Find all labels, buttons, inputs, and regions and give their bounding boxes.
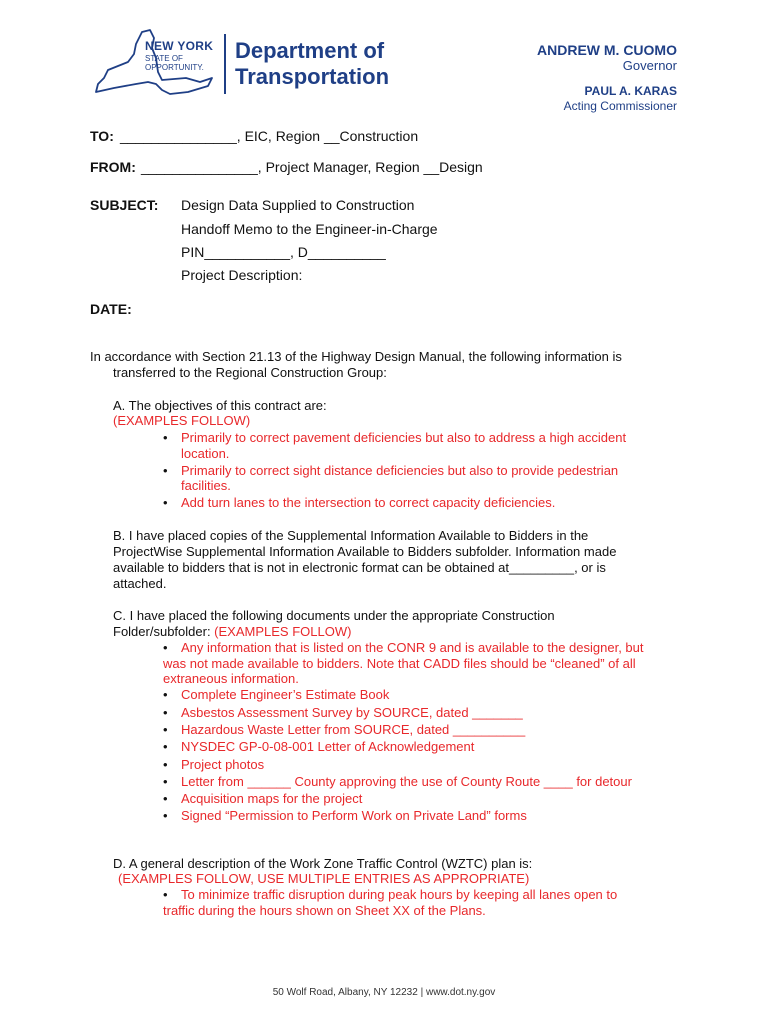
section-a-bullet-text: Add turn lanes to the intersection to correct capacity deficiencies.	[181, 495, 556, 510]
bullet-dot-icon: •	[163, 687, 168, 702]
subject-line: Handoff Memo to the Engineer-in-Charge	[181, 221, 438, 237]
section-c-folder-text: Folder/subfolder:	[113, 624, 215, 639]
bullet-dot-icon: •	[163, 495, 168, 510]
bullet-dot-icon: •	[163, 887, 168, 902]
bullet-dot-icon: •	[163, 640, 168, 655]
section-a-bullet-text: Primarily to correct pavement deficiencies but also to address a high accident	[181, 430, 627, 445]
bullet-dot-icon: •	[163, 774, 168, 789]
subject-line: Design Data Supplied to Construction	[181, 197, 415, 213]
bullet-dot-icon: •	[163, 739, 168, 754]
from-label: FROM:	[90, 159, 136, 175]
logo-divider	[224, 34, 226, 94]
section-d-bullet-text: To minimize traffic disruption during peak hours by keeping all lanes open to	[181, 887, 618, 902]
intro-line: In accordance with Section 21.13 of the Highway Design Manual, the following information is	[90, 349, 622, 364]
section-c-heading-cont	[113, 624, 351, 640]
footer-separator: |	[420, 987, 424, 998]
section-c-bullet-text: Asbestos Assessment Survey by SOURCE, dated _______	[181, 705, 523, 720]
section-d-examples: (EXAMPLES FOLLOW, USE MULTIPLE ENTRIES AS APPROPRIATE)	[118, 871, 530, 886]
bullet-dot-icon: •	[163, 791, 168, 806]
footer-url[interactable]: www.dot.ny.gov	[425, 987, 496, 998]
footer	[0, 987, 768, 999]
bullet-dot-icon: •	[163, 430, 168, 445]
section-c-heading: C. I have placed the following documents under the appropriate Construction	[113, 608, 555, 623]
section-c-bullet-text: Letter from ______ County approving the use of County Route ____ for detour	[181, 774, 632, 789]
logo-line3: OPPORTUNITY.	[145, 63, 204, 72]
from-value: _______________, Project Manager, Region __Design	[141, 159, 483, 175]
section-b-line: ProjectWise Supplemental Information Available to Bidders subfolder. Information made	[113, 544, 617, 559]
section-a-examples: (EXAMPLES FOLLOW)	[113, 413, 251, 428]
bullet-dot-icon: •	[163, 722, 168, 737]
letterhead	[0, 0, 768, 120]
section-a-heading: A. The objectives of this contract are:	[113, 398, 327, 413]
to-label: TO:	[90, 128, 114, 144]
section-c-bullet-text: Signed “Permission to Perform Work on Private Land” forms	[181, 808, 527, 823]
bullet-dot-icon: •	[163, 705, 168, 720]
section-c-examples: (EXAMPLES FOLLOW)	[214, 624, 352, 639]
department-name-line1: Department of	[235, 38, 385, 63]
date-label: DATE:	[90, 301, 132, 317]
section-c-bullet-text: Complete Engineer’s Estimate Book	[181, 687, 390, 702]
section-b-line: attached.	[113, 576, 167, 591]
department-name-line2: Transportation	[235, 64, 390, 89]
bullet-dot-icon: •	[163, 757, 168, 772]
section-c-bullet-text: Acquisition maps for the project	[181, 791, 363, 806]
governor-title: Governor	[622, 58, 677, 73]
commissioner-name: PAUL A. KARAS	[584, 84, 677, 98]
section-c-bullet-text: NYSDEC GP-0-08-001 Letter of Acknowledgement	[181, 739, 475, 754]
section-c-bullet-text: was not made available to bidders. Note that CADD files should be “cleaned” of all	[163, 656, 636, 671]
footer-address: 50 Wolf Road, Albany, NY 12232	[272, 987, 418, 998]
section-b-line: B. I have placed copies of the Supplemental Information Available to Bidders in the	[113, 528, 589, 543]
section-b-line: available to bidders that is not in electronic format can be obtained at_________, or is	[113, 560, 606, 575]
logo-line2: STATE OF	[145, 54, 183, 63]
logo-line1: NEW YORK	[145, 39, 214, 53]
intro-line: transferred to the Regional Construction Group:	[113, 365, 387, 380]
subject-label: SUBJECT:	[90, 197, 159, 213]
section-c-bullet-text: Project photos	[181, 757, 265, 772]
governor-name: ANDREW M. CUOMO	[537, 42, 677, 58]
commissioner-title: Acting Commissioner	[563, 99, 677, 113]
section-d-bullet-text: traffic during the hours shown on Sheet XX of the Plans.	[163, 903, 486, 918]
section-a-bullet-text: Primarily to correct sight distance deficiencies but also to provide pedestrian	[181, 463, 619, 478]
section-a-bullet-text: location.	[181, 446, 230, 461]
bullet-dot-icon: •	[163, 808, 168, 823]
section-c-bullet-text: Any information that is listed on the CONR 9 and is available to the designer, but	[181, 640, 644, 655]
section-d-heading: D. A general description of the Work Zone Traffic Control (WZTC) plan is:	[113, 856, 533, 871]
section-c-bullet-text: extraneous information.	[163, 671, 299, 686]
section-c-bullet-text: Hazardous Waste Letter from SOURCE, dated __________	[181, 722, 526, 737]
bullet-dot-icon: •	[163, 463, 168, 478]
section-a-bullet-text: facilities.	[181, 478, 231, 493]
subject-line: PIN___________, D__________	[181, 244, 386, 260]
to-value: _______________, EIC, Region __Construction	[120, 128, 419, 144]
subject-line: Project Description:	[181, 267, 303, 283]
